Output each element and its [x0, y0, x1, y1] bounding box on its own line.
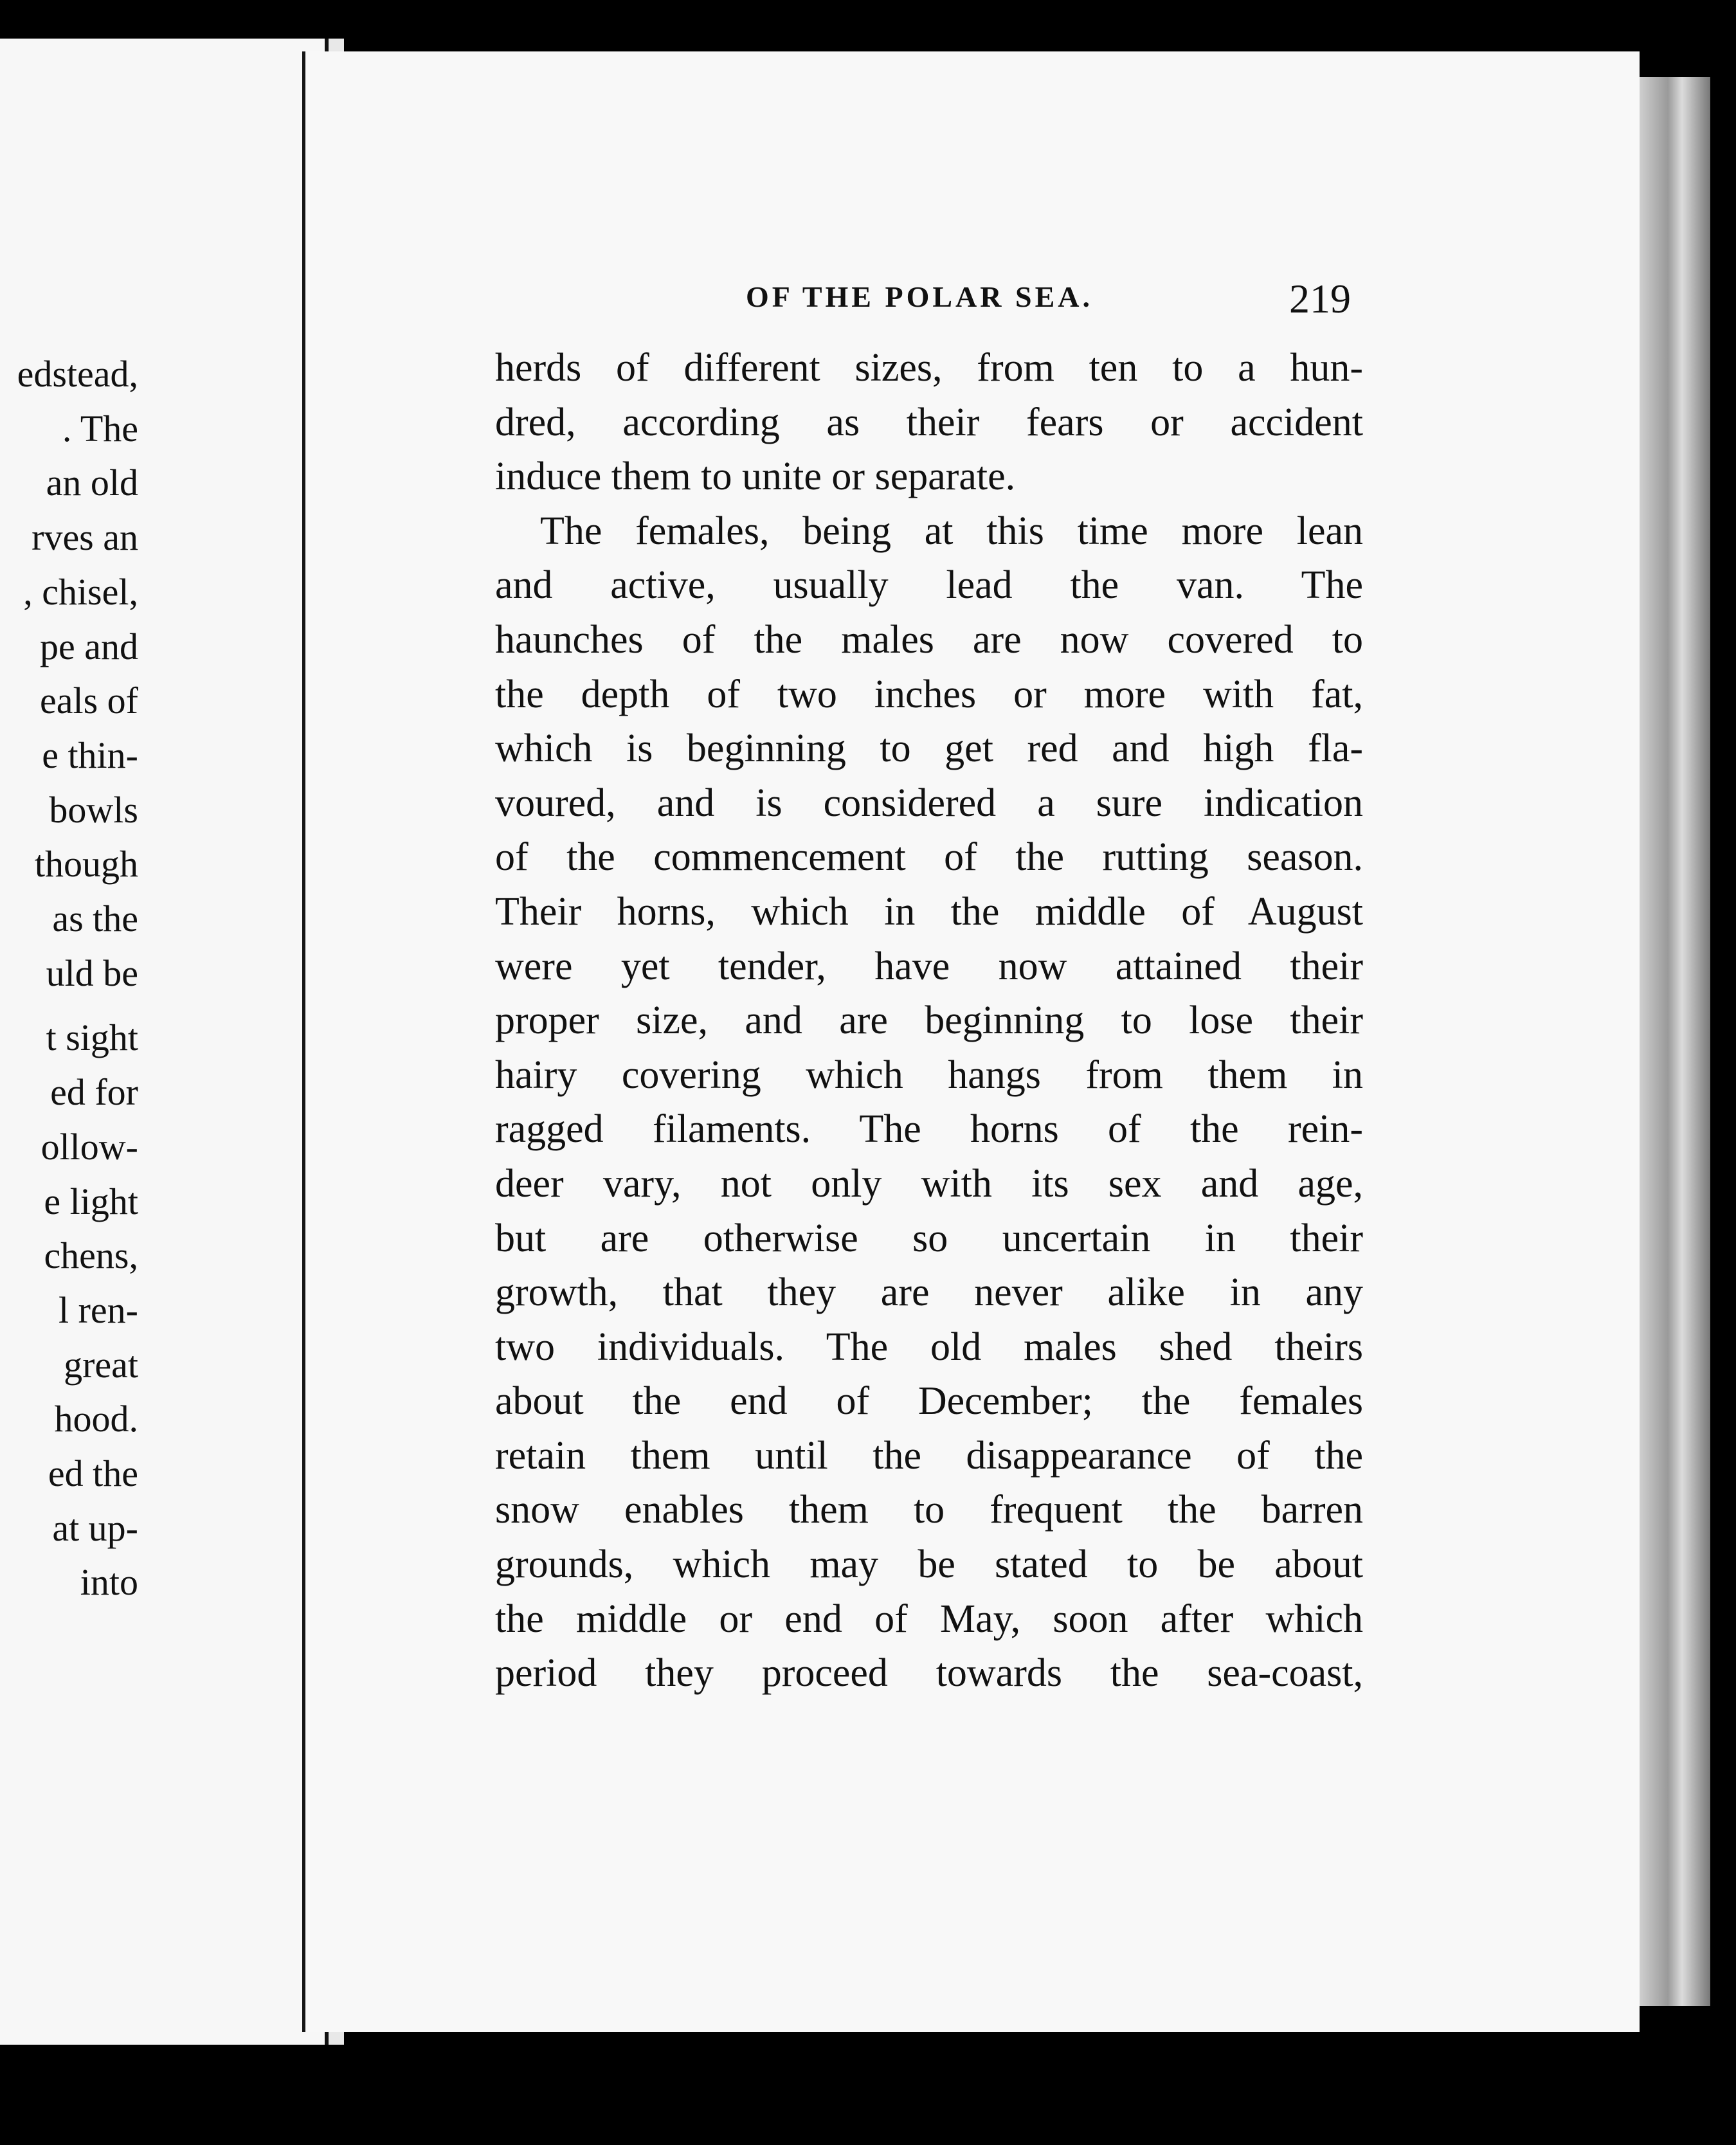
text-line: retain them until the disappearance of the	[495, 1433, 1363, 1478]
text-line: an old	[46, 462, 138, 504]
page-body	[495, 341, 1363, 1701]
running-head: OF THE POLAR SEA.	[746, 280, 1093, 313]
text-line: two individuals. The old males shed theirs	[495, 1325, 1363, 1369]
text-line: t sight	[46, 1017, 138, 1059]
text-line: though	[34, 843, 138, 885]
text-line: rves an	[32, 516, 138, 559]
text-line: ed the	[48, 1453, 138, 1495]
text-line: herds of different sizes, from ten to a hun-	[495, 346, 1363, 390]
text-line: . The	[62, 407, 138, 449]
text-line: uld be	[46, 952, 138, 994]
text-line: , chisel,	[23, 570, 138, 613]
text-line: edstead,	[17, 353, 138, 395]
text-line: hood.	[54, 1398, 138, 1440]
text-line: hairy covering which hangs from them in	[495, 1053, 1363, 1097]
text-line: but are otherwise so uncertain in their	[495, 1216, 1363, 1260]
text-line: pe and	[40, 625, 138, 667]
text-line: deer vary, not only with its sex and age,	[495, 1161, 1363, 1206]
text-line: of the commencement of the rutting season.	[495, 835, 1363, 880]
text-line: into	[80, 1561, 138, 1604]
text-line: as the	[52, 898, 138, 940]
text-line: growth, that they are never alike in any	[495, 1271, 1363, 1315]
text-line: and active, usually lead the van. The	[495, 563, 1363, 608]
text-line: were yet tender, have now attained their	[495, 944, 1363, 988]
previous-page	[0, 39, 325, 2045]
text-line: ed for	[50, 1071, 138, 1114]
text-line: voured, and is considered a sure indication	[495, 781, 1363, 825]
text-line: dred, according as their fears or accident	[495, 400, 1363, 444]
text-line: induce them to unite or separate.	[495, 455, 1016, 499]
previous-page-text	[0, 347, 138, 1610]
text-line: the depth of two inches or more with fat,	[495, 672, 1363, 716]
text-line: bowls	[49, 788, 138, 831]
page-number: 219	[1289, 276, 1351, 321]
text-line: The females, being at this time more lean	[540, 509, 1363, 553]
text-line: eals of	[40, 680, 138, 722]
text-line: grounds, which may be stated to be about	[495, 1543, 1363, 1587]
page-edge	[1640, 77, 1710, 2006]
text-line: period they proceed towards the sea-coast,	[495, 1651, 1363, 1696]
text-line: l ren-	[59, 1289, 138, 1331]
text-line: ollow-	[41, 1125, 138, 1168]
text-line: great	[64, 1343, 138, 1386]
text-line: which is beginning to get red and high fla-	[495, 727, 1363, 771]
text-line: e light	[44, 1180, 138, 1222]
text-line: Their horns, which in the middle of August	[495, 889, 1363, 934]
text-line: about the end of December; the females	[495, 1379, 1363, 1424]
text-line: snow enables them to frequent the barren	[495, 1488, 1363, 1532]
text-line: haunches of the males are now covered to	[495, 617, 1363, 662]
text-line: at up-	[52, 1507, 138, 1549]
text-line: ragged filaments. The horns of the rein-	[495, 1107, 1363, 1152]
text-line: chens,	[44, 1235, 138, 1277]
text-line: e thin-	[42, 734, 138, 776]
text-line: the middle or end of May, soon after which	[495, 1597, 1363, 1641]
text-line: proper size, and are beginning to lose their	[495, 999, 1363, 1043]
